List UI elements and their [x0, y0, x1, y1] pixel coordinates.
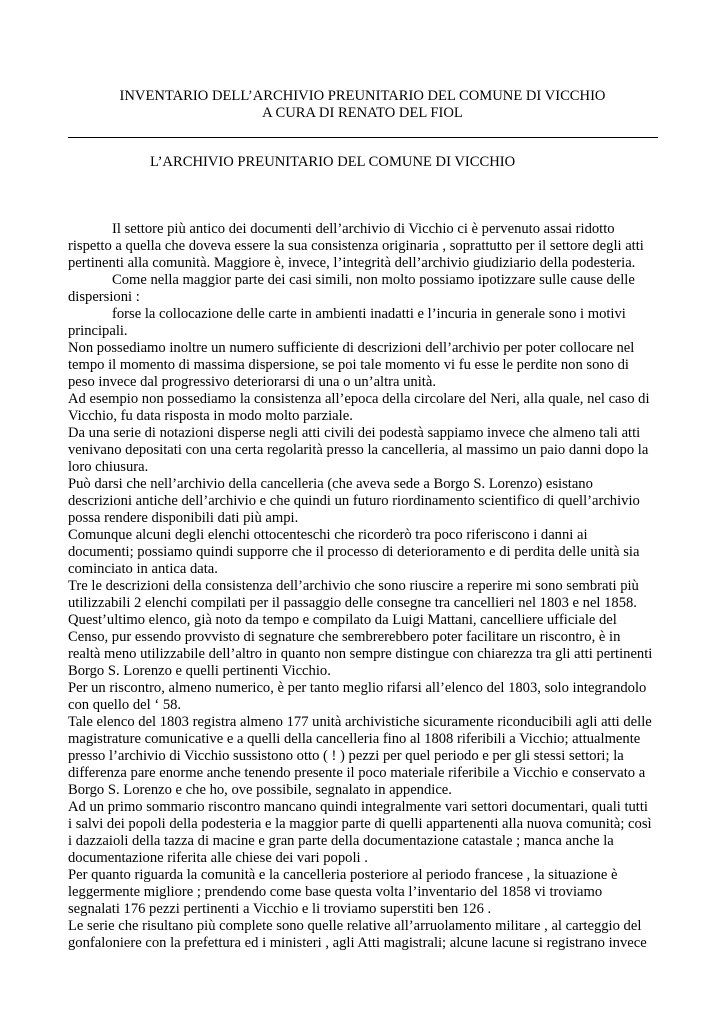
body-line: possa rendere disponibili dati più ampi.	[68, 510, 299, 526]
body-line: Il settore più antico dei documenti dell’archivio di Vicchio ci è pervenuto assai ridotto	[112, 221, 615, 237]
body-line: Le serie che risultano più complete sono quelle relative all’arruolamento militare , al carteggio del	[68, 918, 642, 934]
body-line: presso l’archivio di Vicchio sussistono otto ( ! ) pezzi per quel periodo e per gli stessi settori; la	[68, 748, 624, 764]
body-line: Ad esempio non possediamo la consistenza all’epoca della circolare del Neri, alla quale, nel caso di	[68, 391, 650, 407]
section-title: L’ARCHIVIO PREUNITARIO DEL COMUNE DI VICCHIO	[150, 154, 516, 170]
body-line: loro chiusura.	[68, 459, 149, 475]
body-line: Come nella maggior parte dei casi simili, non molto possiamo ipotizzare sulle cause delle	[112, 272, 635, 288]
body-line: venivano depositati con una certa regolarità presso la cancelleria, al massimo un paio danni dopo la	[68, 442, 649, 458]
body-line: leggermente migliore ; prendendo come base questa volta l’inventario del 1858 vi troviamo	[68, 884, 603, 900]
body-line: forse la collocazione delle carte in ambienti inadatti e l’incuria in generale sono i motivi	[112, 306, 626, 322]
body-line: Borgo S. Lorenzo e quelli pertinenti Vicchio.	[68, 663, 331, 679]
body-line: Non possediamo inoltre un numero sufficiente di descrizioni dell’archivio per poter collocare nel	[68, 340, 635, 356]
body-line: i dazzaioli della tazza di macine e gran parte della documentazione catastale ; manca anche la	[68, 833, 614, 849]
document-header	[68, 88, 657, 122]
body-line: gonfaloniere con la prefettura ed i ministeri , agli Atti magistrali; alcune lacune si registrano invece	[68, 935, 647, 951]
body-line: differenza pare enorme anche tenendo presente il poco materiale riferibile a Vicchio e conservato a	[68, 765, 646, 781]
body-line: Tale elenco del 1803 registra almeno 177 unità archivistiche sicuramente riconducibili agli atti delle	[68, 714, 652, 730]
body-line: rispetto a quella che doveva essere la sua consistenza originaria , soprattutto per il settore degli atti	[68, 238, 644, 254]
body-line: dispersioni :	[68, 289, 140, 305]
body-line: Da una serie di notazioni disperse negli atti civili dei podestà sappiamo invece che almeno tali atti	[68, 425, 641, 441]
body-line: utilizzabili 2 elenchi compilati per il passaggio delle consegne tra cancellieri nel 1803 e nel 1858.	[68, 595, 637, 611]
header-title: INVENTARIO DELL’ARCHIVIO PREUNITARIO DEL COMUNE DI VICCHIO	[119, 88, 606, 104]
body-line: Tre le descrizioni della consistenza dell’archivio che sono riuscire a reperire mi sono sembrati più	[68, 578, 639, 594]
body-line: i salvi dei popoli della podesteria e la maggior parte di quelli appartenenti alla nuova comunità; così	[68, 816, 652, 832]
body-line: Comunque alcuni degli elenchi ottocenteschi che ricorderò tra poco riferiscono i danni ai	[68, 527, 588, 543]
body-line: tempo il momento di massima dispersione, se poi tale momento vi fu esse le perdite non sono di	[68, 357, 629, 373]
body-line: Censo, pur essendo provvisto di segnature che sembrerebbero poter facilitare un riscontro, è in	[68, 629, 621, 645]
body-line: magistrature comunicative e a quelli della cancelleria fino al 1808 riferibili a Vicchio; attualmente	[68, 731, 641, 747]
body-line: principali.	[68, 323, 128, 339]
body-line: Può darsi che nell’archivio della cancelleria (che aveva sede a Borgo S. Lorenzo) esistano	[68, 476, 593, 492]
body-line: realtà meno utilizzabile dell’altro in quanto non sempre distingue con chiarezza tra gli atti pertinenti	[68, 646, 653, 662]
body-line: Per un riscontro, almeno numerico, è per tanto meglio rifarsi all’elenco del 1803, solo integrandolo	[68, 680, 647, 696]
body-line: Quest’ultimo elenco, già noto da tempo e compilato da Luigi Mattani, cancelliere ufficiale del	[68, 612, 617, 628]
body-line: con quello del ‘ 58.	[68, 697, 182, 713]
body-line: cominciato in antica data.	[68, 561, 218, 577]
body-line: Ad un primo sommario riscontro mancano quindi integralmente vari settori documentari, quali tutti	[68, 799, 648, 815]
body-line: peso invece dal progressivo deteriorarsi di una o un’altra unità.	[68, 374, 436, 390]
body-text	[68, 221, 668, 952]
body-line: pertinenti alla comunità. Maggiore è, invece, l’integrità dell’archivio giudiziario della podesteria.	[68, 255, 636, 271]
body-line: Vicchio, fu data risposta in modo molto parziale.	[68, 408, 353, 424]
body-line: Per quanto riguarda la comunità e la cancelleria posteriore al periodo francese , la situazione è	[68, 867, 618, 883]
body-line: segnalati 176 pezzi pertinenti a Vicchio e li troviamo superstiti ben 126 .	[68, 901, 492, 917]
header-author: A CURA DI RENATO DEL FIOL	[262, 105, 463, 121]
body-line: Borgo S. Lorenzo e che ho, ove possibile, segnalato in appendice.	[68, 782, 452, 798]
header-divider	[68, 137, 658, 138]
body-line: descrizioni antiche dell’archivio e che quindi un futuro riordinamento scientifico di quell’archivio	[68, 493, 640, 509]
body-line: documenti; possiamo quindi supporre che il processo di deterioramento e di perdita delle unità sia	[68, 544, 640, 560]
body-line: documentazione riferita alle chiese dei vari popoli .	[68, 850, 368, 866]
